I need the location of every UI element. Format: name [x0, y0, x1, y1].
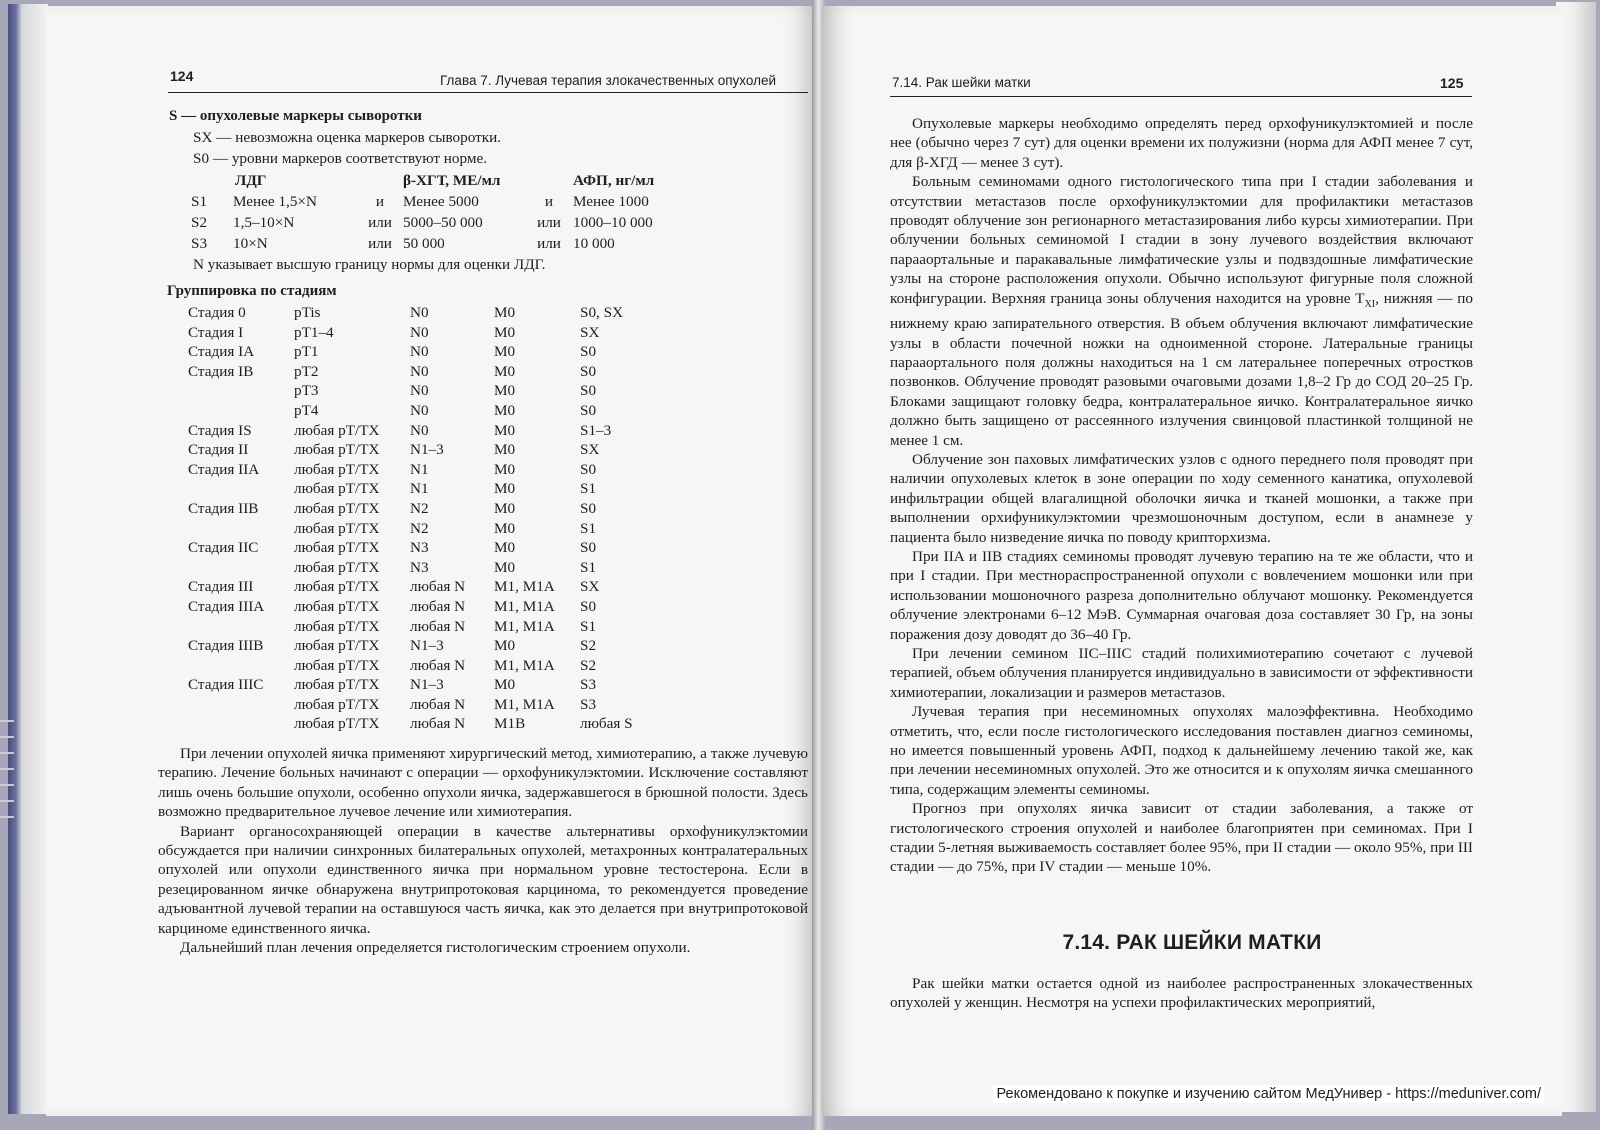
cell: S1 — [191, 193, 208, 210]
cell: или — [368, 214, 392, 231]
staging-cell: M0 — [494, 676, 516, 694]
staging-cell: S1–3 — [580, 421, 612, 439]
staging-cell: SX — [580, 578, 600, 596]
staging-cell: N1 — [410, 460, 429, 478]
staging-cell: любая pT/TX — [294, 695, 380, 713]
staging-cell: любая pT/TX — [294, 421, 380, 439]
staging-cell: S0 — [580, 362, 597, 380]
staging-cell: N1 — [410, 480, 429, 498]
staging-cell: любая pT/TX — [294, 480, 380, 498]
staging-cell: любая pT/TX — [294, 715, 380, 733]
cell: или — [537, 235, 561, 252]
markers-line: S0 — уровни маркеров соответствуют норме. — [193, 150, 488, 167]
cell: Менее 1000 — [573, 193, 649, 210]
staging-row — [188, 480, 650, 500]
markers-line: SX — невозможна оценка маркеров сыворотки. — [193, 129, 502, 146]
staging-row — [188, 441, 650, 461]
staging-cell: N0 — [410, 304, 429, 321]
staging-cell: любая N — [410, 656, 466, 674]
staging-cell: N3 — [410, 539, 429, 557]
section-body — [890, 974, 1473, 1013]
staging-cell: S0 — [580, 499, 597, 517]
staging-cell: M0 — [494, 382, 516, 400]
staging-row — [188, 715, 650, 735]
cell: Менее 1,5×N — [233, 193, 317, 210]
staging-cell: S1 — [580, 519, 597, 537]
staging-cell: любая S — [580, 715, 633, 733]
cell: и — [544, 193, 554, 210]
staging-cell — [188, 657, 294, 677]
staging-cell: N2 — [410, 499, 429, 517]
staging-cell: Стадия IIB — [188, 499, 259, 517]
staging-cell: любая pT/TX — [294, 558, 380, 576]
staging-cell: SX — [580, 323, 600, 341]
staging-cell: N0 — [410, 421, 429, 439]
staging-row — [188, 539, 650, 559]
staging-cell — [188, 696, 294, 716]
right-running-head: 7.14. Рак шейки матки — [892, 75, 1031, 90]
staging-cell: любая pT/TX — [294, 637, 380, 655]
staging-cell: любая pT/TX — [294, 676, 380, 694]
staging-cell: M0 — [494, 499, 516, 517]
paragraph: Прогноз при опухолях яичка зависит от стадии заболевания, а также от гистологического строения опухолей и наиболее благоприятен при семиномах. При I стадии 5-летняя выживаемость составляет более 95%, при II стадии — около 95%, при III стадии — до 75%, при IV стадии — меньше 10%. — [890, 800, 1473, 876]
staging-cell: M0 — [494, 441, 516, 459]
cell: 1,5–10×N — [233, 214, 295, 231]
staging-cell — [188, 480, 294, 500]
staging-cell: Стадия IIC — [188, 539, 259, 557]
staging-row — [188, 520, 650, 540]
cell: 10×N — [233, 235, 268, 252]
cell: 50 000 — [403, 235, 445, 252]
paragraph: Облучение зон паховых лимфатических узлов с одного переднего поля проводят при наличии опухолевых клеток в зоне операции по ходу семенного канатика, опухолевой инфильтрации общей влагалищной оболочки яичка и тканей мошонки, а также при выполнении орхифуникулэктомии чрезмошоночным доступом, если в анамнезе у пациента было низведение яичка по поводу крипторхизма. — [890, 450, 1473, 546]
cell: S2 — [191, 214, 208, 231]
staging-cell: любая N — [410, 617, 466, 635]
staging-row — [188, 578, 650, 598]
markers-row — [191, 233, 654, 254]
page-edge-marks — [0, 720, 14, 860]
cell: 5000–50 000 — [403, 214, 483, 231]
staging-cell: M0 — [494, 304, 516, 321]
staging-row — [188, 676, 650, 696]
staging-cell — [188, 382, 294, 402]
right-page-number: 125 — [1440, 75, 1464, 91]
staging-cell: Стадия IIIB — [188, 637, 264, 655]
staging-cell: S0 — [580, 343, 597, 361]
staging-row — [188, 382, 650, 402]
paragraph: Вариант органосохраняющей операции в качестве альтернативы орхофуникулэктомии обсуждается при наличии синхронных билатеральных опухолей, метахронных контралатеральных опухолей или опухоли единственного яичка при нормальном уровне тестостерона. Если в резецированном яичке обнаружена внутрипротоковая карцинома, то рекомендуется проведение адъювантной лучевой терапии на оставшуюся часть яичка, как это делается при внутрипротоковой карциноме единственного яичка. — [158, 822, 808, 937]
staging-cell — [188, 715, 294, 735]
left-body-text — [158, 744, 808, 957]
staging-row — [188, 363, 650, 383]
right-body-text — [890, 114, 1473, 877]
staging-cell: M1, M1A — [494, 695, 555, 713]
page-edges-right — [1556, 2, 1596, 1112]
paragraph: При лечении семином IIC–IIIC стадий полихимиотерапию сочетают с лучевой терапией, объем облучения планируется индивидуально в зависимости от эффективности химиотерапии, локализации и размеров метастазов. — [890, 645, 1473, 701]
staging-cell: N2 — [410, 519, 429, 537]
staging-cell: pTis — [294, 304, 321, 321]
cell: или — [537, 214, 561, 231]
staging-cell: N0 — [410, 343, 429, 361]
section-title: 7.14. РАК ШЕЙКИ МАТКИ — [1062, 931, 1322, 954]
staging-cell: любая pT/TX — [294, 499, 380, 517]
staging-cell: N3 — [410, 558, 429, 576]
staging-cell: S0 — [580, 401, 597, 419]
staging-cell: M0 — [494, 362, 516, 380]
staging-row — [188, 696, 650, 716]
staging-cell: любая pT/TX — [294, 519, 380, 537]
staging-cell — [188, 520, 294, 540]
footer-watermark: Рекомендовано к покупке и изучению сайтом МедУнивер - https://meduniver.com/ — [993, 1085, 1544, 1103]
left-running-head: Глава 7. Лучевая терапия злокачественных опухолей — [440, 73, 776, 88]
staging-cell: N1–3 — [410, 676, 444, 694]
staging-cell: M1, M1A — [494, 597, 555, 615]
staging-row — [188, 657, 650, 677]
staging-cell: S3 — [580, 695, 597, 713]
staging-cell: M0 — [494, 480, 516, 498]
staging-row — [188, 618, 650, 638]
markers-row — [191, 212, 654, 233]
left-page — [46, 6, 816, 1116]
paragraph: При лечении опухолей яичка применяют хирургический метод, химиотерапию, а также лучевую терапию. Лечение больных начинают с операции — орхофуникулэктомии. Исключение составляют лишь очень большие опухоли, особенно опухоли яичка, задержавшегося в брюшной полости. Здесь возможно предварительное лучевое лечение или химиотерапия. — [158, 745, 808, 821]
staging-cell: M1, M1A — [494, 578, 555, 596]
staging-cell: N1–3 — [410, 441, 444, 459]
staging-cell: любая pT/TX — [294, 656, 380, 674]
staging-cell: M0 — [494, 343, 516, 361]
markers-title: S — опухолевые маркеры сыворотки — [169, 108, 422, 124]
page-edges-left — [8, 4, 48, 1114]
cell: Менее 5000 — [403, 193, 479, 210]
staging-cell: Стадия IIIA — [188, 597, 265, 615]
staging-cell: Стадия I — [188, 323, 244, 341]
staging-cell: S2 — [580, 637, 597, 655]
staging-cell: Стадия IIA — [188, 460, 260, 478]
staging-cell: M0 — [494, 539, 516, 557]
staging-cell: S3 — [580, 676, 597, 694]
staging-cell: любая pT/TX — [294, 441, 380, 459]
staging-cell: любая pT/TX — [294, 597, 380, 615]
staging-cell: Стадия II — [188, 441, 249, 459]
staging-cell: pT3 — [294, 382, 319, 400]
staging-title: Группировка по стадиям — [167, 283, 337, 299]
staging-cell: N0 — [410, 323, 429, 341]
paragraph: При IIA и IIB стадиях семиномы проводят лучевую терапию на те же области, что и при I стадии. При местнораспространенной опухоли с вовлечением мошонки или при использовании мошоночного разреза дополнительно облучают мошонку. Рекомендуется облучение электронами 6–12 МэВ. Суммарная очаговая доза составляет 30 Гр, на зоны поражения дозу доводят до 36–40 Гр. — [890, 547, 1473, 643]
staging-cell: Стадия IIIC — [188, 676, 264, 694]
paragraph: Лучевая терапия при несеминомных опухолях малоэффективна. Необходимо отметить, что, если после гистологического исследования поставлен диагноз семиномы, но имеется повышенный уровень АФП, подход к дальнейшему лечению такой же, как при лечении несеминомных опухолей. Это же относится и к опухолям яичка смешанного типа, содержащим элементы семиномы. — [890, 703, 1473, 798]
staging-row — [188, 461, 650, 481]
markers-header: АФП, нг/мл — [573, 171, 655, 189]
staging-row — [188, 343, 650, 363]
staging-row — [188, 500, 650, 520]
cell: или — [368, 235, 392, 252]
staging-cell: N0 — [410, 401, 429, 419]
staging-row — [188, 637, 650, 657]
staging-cell — [188, 402, 294, 422]
staging-cell: любая N — [410, 597, 466, 615]
staging-cell: SX — [580, 441, 600, 459]
staging-cell: S0, SX — [580, 304, 624, 321]
left-header-rule — [168, 92, 808, 93]
cell: S3 — [191, 235, 208, 252]
staging-row — [188, 402, 650, 422]
staging-cell: любая pT/TX — [294, 617, 380, 635]
text-run: , нижняя — по нижнему краю запирательного отверстия. В объем облучения включают лимфатические узлы в области почечной ножки на одноименной стороне. Латеральные границы парааортального поля должны находиться на 1 см латеральнее поперечных отростков позвонков. Облучение проводят разовыми очаговыми дозами 1,8–2 Гр до СОД 20–25 Гр. Блоками защищают головку бедра, контралатеральное яичко. Контралатеральное яичко должно быть защищено от рассеянного излучения свинцовой пластинкой толщиной не менее 1 см. — [890, 289, 1473, 449]
markers-header: ЛДГ — [235, 171, 267, 189]
cell: 10 000 — [573, 235, 615, 252]
staging-cell: N0 — [410, 362, 429, 380]
staging-cell: Стадия IB — [188, 362, 254, 380]
staging-cell: S1 — [580, 558, 597, 576]
staging-cell: любая N — [410, 695, 466, 713]
staging-cell: M0 — [494, 637, 516, 655]
staging-cell: любая N — [410, 715, 466, 733]
paragraph — [890, 172, 1473, 450]
staging-cell: S1 — [580, 480, 597, 498]
staging-cell: S1 — [580, 617, 597, 635]
serum-markers-block — [169, 106, 809, 275]
cell: и — [375, 193, 385, 210]
staging-row — [188, 304, 650, 324]
staging-cell: M0 — [494, 323, 516, 341]
staging-cell: S0 — [580, 382, 597, 400]
staging-cell: Стадия 0 — [188, 304, 246, 321]
text-run: Больным семиномами одного гистологического типа при I стадии заболевания и отсутствии метастазов после орхофуникулэктомии для профилактики метастазов проводят облучение зон регионарного метастазирования либо курсы химиотерапии. При облучении больных семиномой I стадии в зону лучевого воздействия включают парааортальные и паракавальные лимфатические узлы и подвздошные лимфатические узлы на стороне расположения опухоли. Обычно используют фигурные поля сложной конфигурации. Верхняя граница зоны облучения находится на уровне T — [890, 173, 1473, 307]
staging-row — [188, 598, 650, 618]
staging-cell: любая pT/TX — [294, 460, 380, 478]
markers-header: β-ХГТ, МЕ/мл — [403, 171, 501, 189]
staging-cell: N1–3 — [410, 637, 444, 655]
staging-cell: pT1 — [294, 343, 319, 361]
staging-cell: M1, M1A — [494, 656, 555, 674]
cell: 1000–10 000 — [573, 214, 653, 231]
staging-cell — [188, 618, 294, 638]
staging-cell: pT1–4 — [294, 323, 334, 341]
paragraph: Опухолевые маркеры необходимо определять перед орхофуникулэктомией и после нее (обычно через 7 сут) для оценки времени их полужизни (норма для АФП менее 7 сут, для β-ХГД — менее 3 сут). — [890, 115, 1473, 171]
paragraph: Дальнейший план лечения определяется гистологическим строением опухоли. — [180, 939, 691, 957]
staging-cell: S0 — [580, 539, 597, 557]
staging-cell: N0 — [410, 382, 429, 400]
staging-cell: pT4 — [294, 401, 319, 419]
staging-cell: S0 — [580, 597, 597, 615]
paragraph: Рак шейки матки остается одной из наиболее распространенных злокачественных опухолей у женщин. Несмотря на успехи профилактических мероприятий, — [890, 975, 1473, 1012]
markers-note: N указывает высшую границу нормы для оценки ЛДГ. — [193, 256, 546, 273]
subscript: XI — [1364, 298, 1376, 310]
staging-cell: любая N — [410, 578, 466, 596]
left-page-number: 124 — [170, 68, 194, 84]
staging-cell: Стадия IA — [188, 343, 255, 361]
right-header-rule — [890, 96, 1472, 97]
staging-cell: любая pT/TX — [294, 578, 380, 596]
staging-cell: M1, M1A — [494, 617, 555, 635]
staging-cell: M0 — [494, 519, 516, 537]
right-page — [822, 6, 1562, 1116]
markers-table — [191, 169, 654, 254]
staging-cell: M0 — [494, 401, 516, 419]
staging-cell: pT2 — [294, 362, 319, 380]
markers-row — [191, 191, 654, 212]
staging-cell: M0 — [494, 421, 516, 439]
staging-row — [188, 422, 650, 442]
staging-cell: M0 — [494, 558, 516, 576]
staging-row — [188, 324, 650, 344]
staging-cell: Стадия IS — [188, 421, 252, 439]
staging-cell: любая pT/TX — [294, 539, 380, 557]
staging-cell: M0 — [494, 460, 516, 478]
staging-cell — [188, 559, 294, 579]
staging-table — [188, 304, 650, 735]
staging-row — [188, 559, 650, 579]
staging-cell: S2 — [580, 656, 597, 674]
staging-cell: S0 — [580, 460, 597, 478]
staging-cell: Стадия III — [188, 578, 254, 596]
staging-cell: M1B — [494, 715, 526, 733]
